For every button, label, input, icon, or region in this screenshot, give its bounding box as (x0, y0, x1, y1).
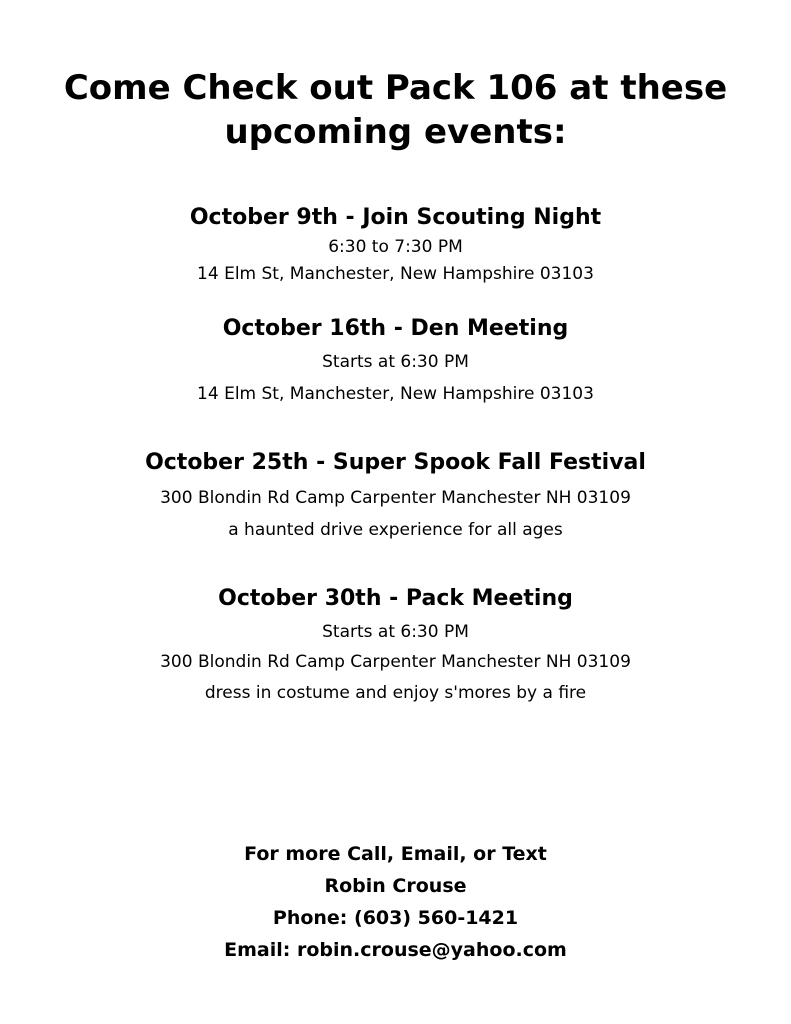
event-1-time: 6:30 to 7:30 PM (328, 237, 463, 257)
event-4-address: 300 Blondin Rd Camp Carpenter Manchester NH 03109 (160, 652, 631, 672)
event-4-title: October 30th - Pack Meeting (218, 586, 573, 611)
event-2-title: October 16th - Den Meeting (222, 316, 569, 341)
event-3-title: October 25th - Super Spook Fall Festival (145, 450, 646, 475)
contact-phone: Phone: (603) 560-1421 (272, 907, 519, 929)
contact-email: Email: robin.crouse@yahoo.com (224, 939, 567, 961)
event-1-address: 14 Elm St, Manchester, New Hampshire 03103 (197, 264, 594, 284)
event-1-title: October 9th - Join Scouting Night (189, 205, 602, 230)
title-line-1: Come Check out Pack 106 at these (63, 68, 728, 108)
event-2-time: Starts at 6:30 PM (322, 352, 469, 372)
title-line-2: upcoming events: (224, 112, 567, 152)
event-3-description: a haunted drive experience for all ages (228, 520, 563, 540)
event-3-address: 300 Blondin Rd Camp Carpenter Manchester NH 03109 (160, 488, 631, 508)
event-2-address: 14 Elm St, Manchester, New Hampshire 03103 (197, 384, 594, 404)
flyer-title (0, 66, 791, 154)
event-4-description: dress in costume and enjoy s'mores by a fire (204, 683, 587, 703)
event-4-time: Starts at 6:30 PM (322, 622, 469, 642)
contact-heading: For more Call, Email, or Text (244, 843, 547, 865)
contact-name: Robin Crouse (324, 875, 467, 897)
